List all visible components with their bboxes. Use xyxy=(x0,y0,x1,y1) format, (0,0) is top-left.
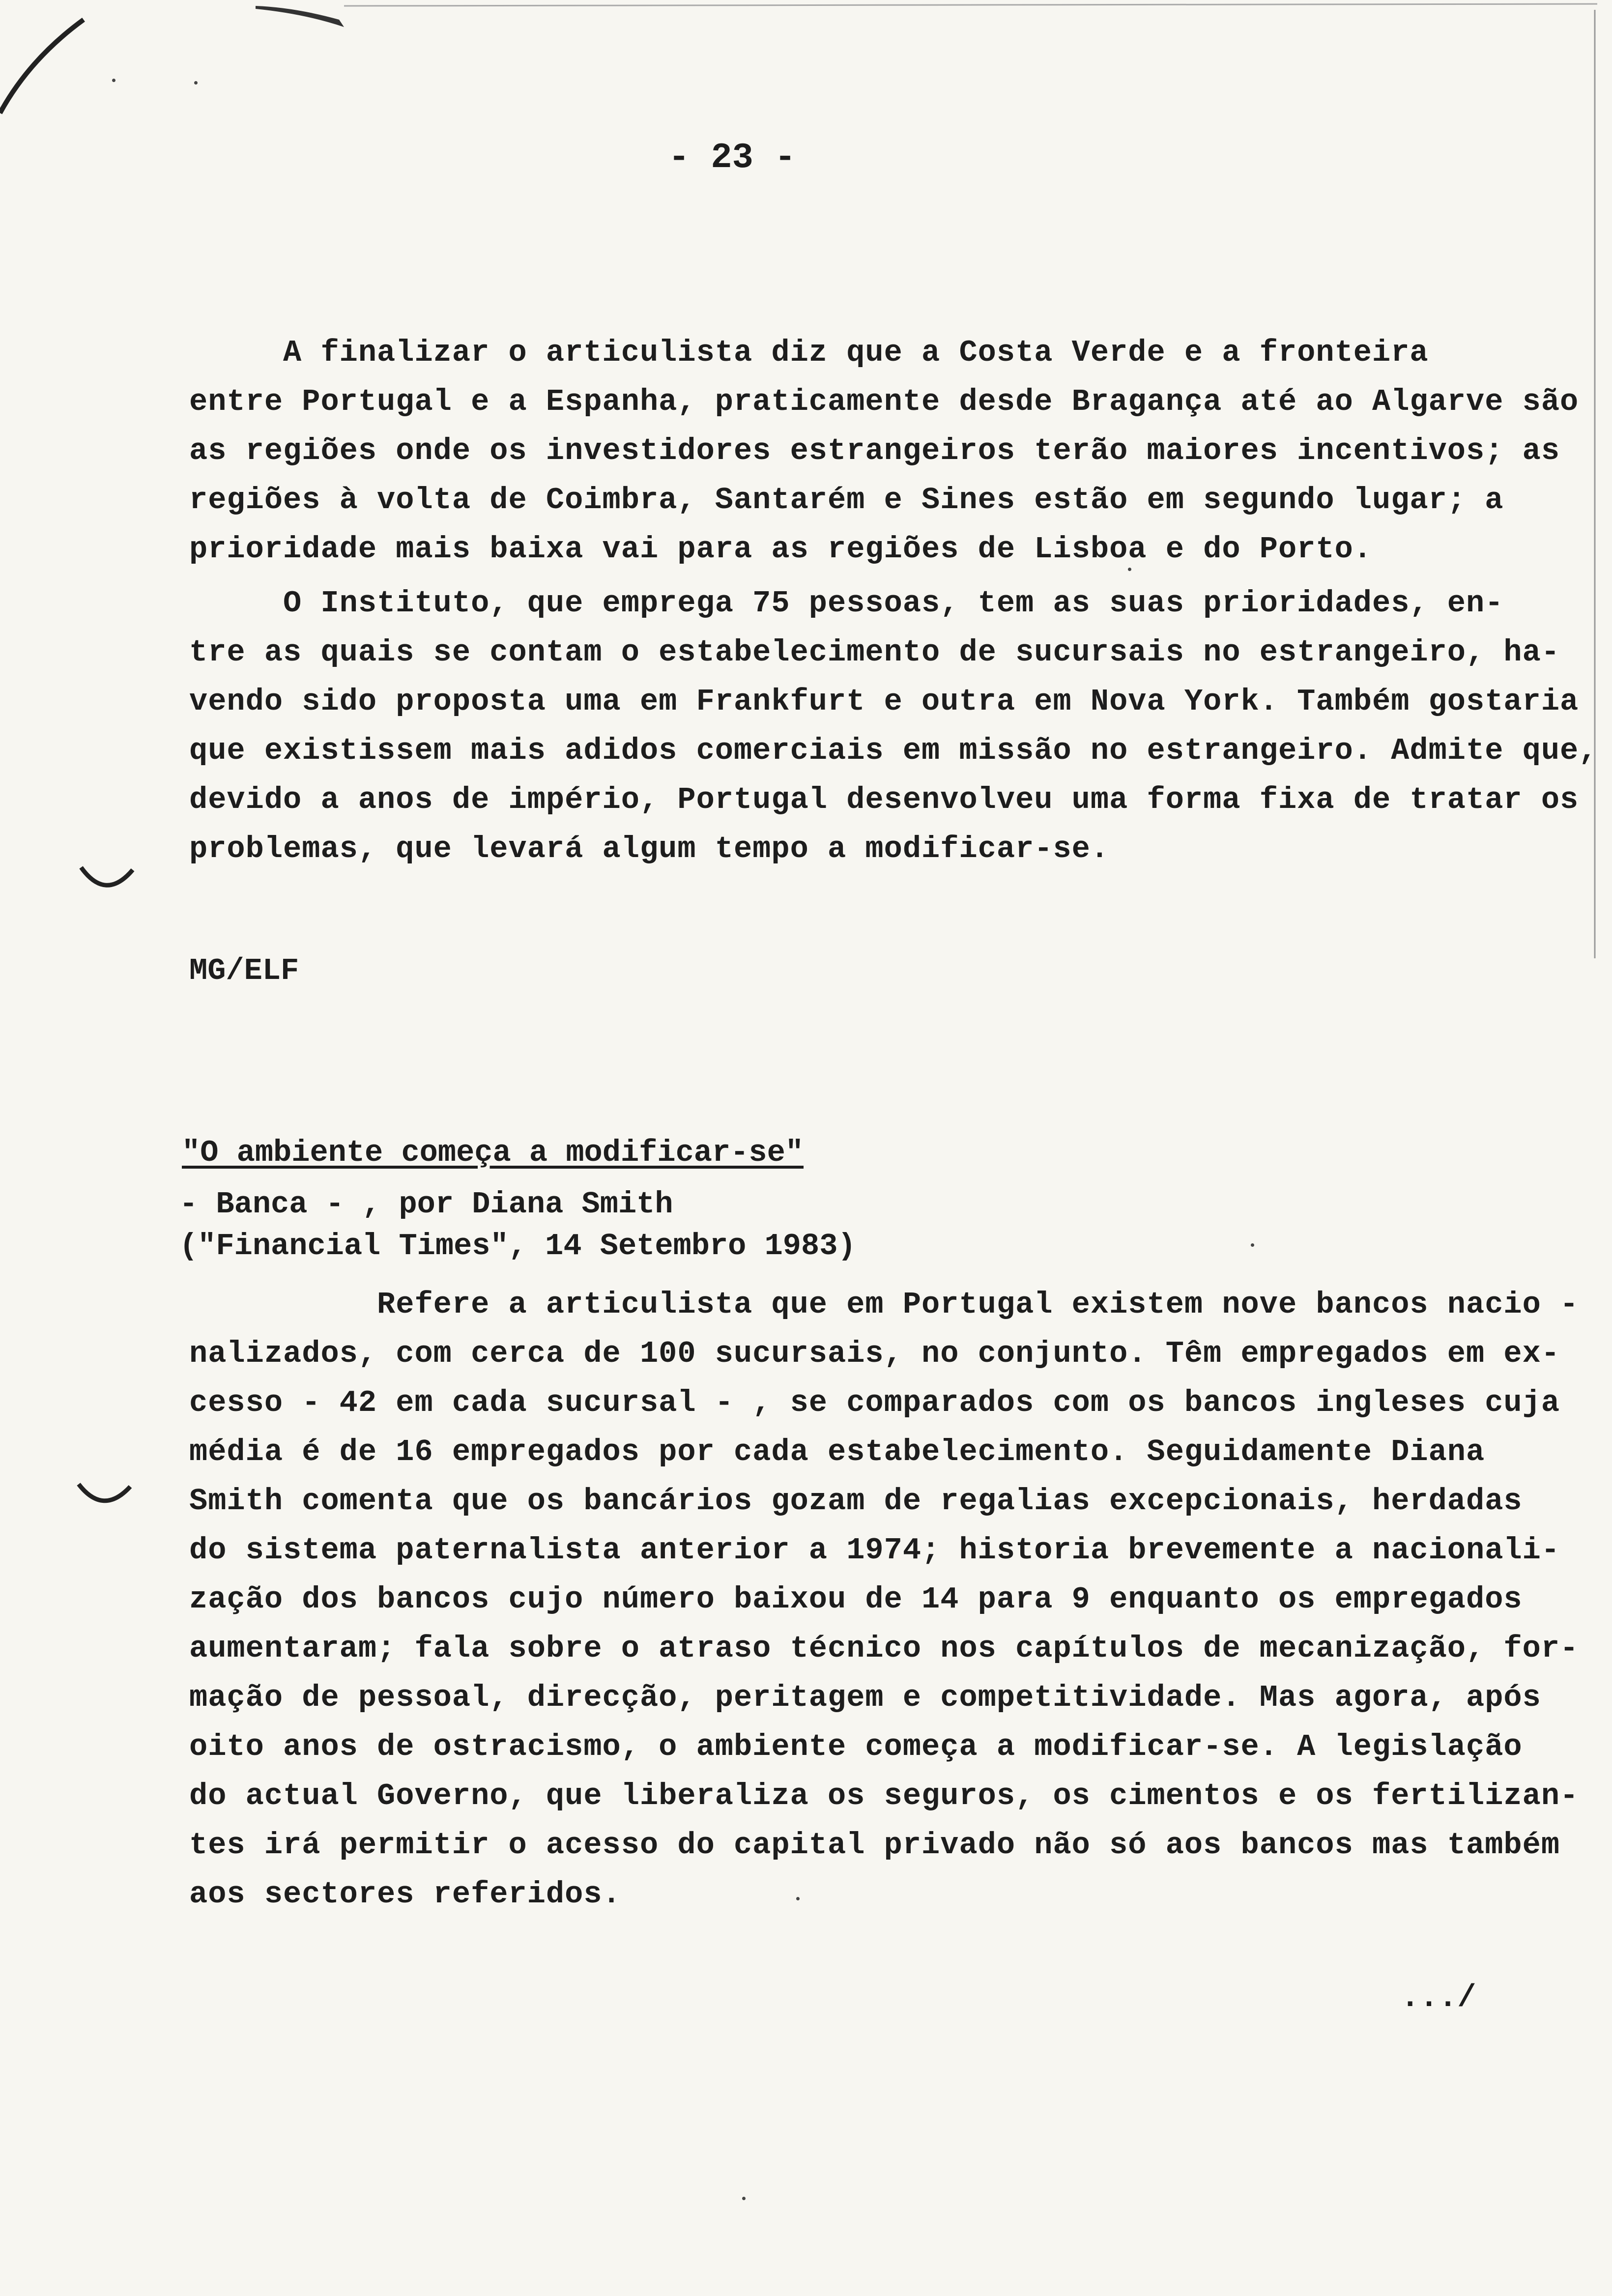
text-line: Smith comenta que os bancários gozam de regalias excepcionais, herdadas xyxy=(189,1484,1523,1519)
paragraph-costa-verde xyxy=(189,328,1579,574)
punch-hole-mark-lower xyxy=(79,1484,130,1501)
text-line: devido a anos de império, Portugal desenvolveu uma forma fixa de tratar os xyxy=(189,782,1579,817)
continuation-mark: .../ xyxy=(1401,1980,1476,2016)
article-source: ("Financial Times", 14 Setembro 1983) xyxy=(179,1229,856,1263)
article-heading: "O ambiente começa a modificar-se" xyxy=(182,1135,804,1170)
speck xyxy=(112,79,115,82)
text-line: vendo sido proposta uma em Frankfurt e outra em Nova York. Também gostaria xyxy=(189,684,1579,719)
text-line: do sistema paternalista anterior a 1974; historia brevemente a nacionali- xyxy=(189,1533,1560,1568)
text-line: nalizados, com cerca de 100 sucursais, no conjunto. Têm empregados em ex- xyxy=(189,1336,1560,1371)
text-line: oito anos de ostracismo, o ambiente começa a modificar-se. A legislação xyxy=(189,1729,1523,1764)
text-line: problemas, que levará algum tempo a modificar-se. xyxy=(189,832,1110,866)
speck xyxy=(194,81,198,85)
text-line: as regiões onde os investidores estrangeiros terão maiores incentivos; as xyxy=(189,433,1560,468)
page-number: - 23 - xyxy=(668,138,796,178)
text-line: média é de 16 empregados por cada estabelecimento. Seguidamente Diana xyxy=(189,1435,1485,1469)
punch-hole-mark-upper xyxy=(81,867,133,885)
text-line: zação dos bancos cujo número baixou de 14 para 9 enquanto os empregados xyxy=(189,1582,1523,1617)
text-line: prioridade mais baixa vai para as regiões de Lisboa e do Porto. xyxy=(189,532,1372,567)
speck xyxy=(1251,1243,1254,1247)
text-line: mação de pessoal, direcção, peritagem e competitividade. Mas agora, após xyxy=(189,1680,1541,1715)
author-initials: MG/ELF xyxy=(189,953,299,988)
text-line: tes irá permitir o acesso do capital privado não só aos bancos mas também xyxy=(189,1828,1560,1863)
text-line: Refere a articulista que em Portugal existem nove bancos nacio - xyxy=(189,1287,1579,1322)
text-line: cesso - 42 em cada sucursal - , se comparados com os bancos ingleses cuja xyxy=(189,1385,1560,1420)
text-line: tre as quais se contam o estabelecimento de sucursais no estrangeiro, ha- xyxy=(189,635,1560,670)
text-line: A finalizar o articulista diz que a Costa Verde e a fronteira xyxy=(189,335,1429,370)
corner-stroke-mark xyxy=(0,20,84,113)
text-line: aumentaram; fala sobre o atraso técnico nos capítulos de mecanização, for- xyxy=(189,1631,1579,1666)
paragraph-instituto xyxy=(189,579,1598,874)
text-line: do actual Governo, que liberaliza os seguros, os cimentos e os fertilizan- xyxy=(189,1779,1579,1813)
top-rule-mark xyxy=(344,4,1597,6)
speck xyxy=(742,2197,746,2200)
paragraph-banca xyxy=(189,1280,1579,1919)
text-line: entre Portugal e a Espanha, praticamente desde Bragança até ao Algarve são xyxy=(189,384,1579,419)
top-edge-mark xyxy=(256,6,344,27)
text-line: regiões à volta de Coimbra, Santarém e Sines estão em segundo lugar; a xyxy=(189,483,1504,517)
text-line: que existissem mais adidos comerciais em missão no estrangeiro. Admite que, xyxy=(189,733,1598,768)
text-line: O Instituto, que emprega 75 pessoas, tem as suas prioridades, en- xyxy=(189,586,1504,621)
article-byline: - Banca - , por Diana Smith xyxy=(179,1187,673,1222)
text-line: aos sectores referidos. xyxy=(189,1877,621,1912)
